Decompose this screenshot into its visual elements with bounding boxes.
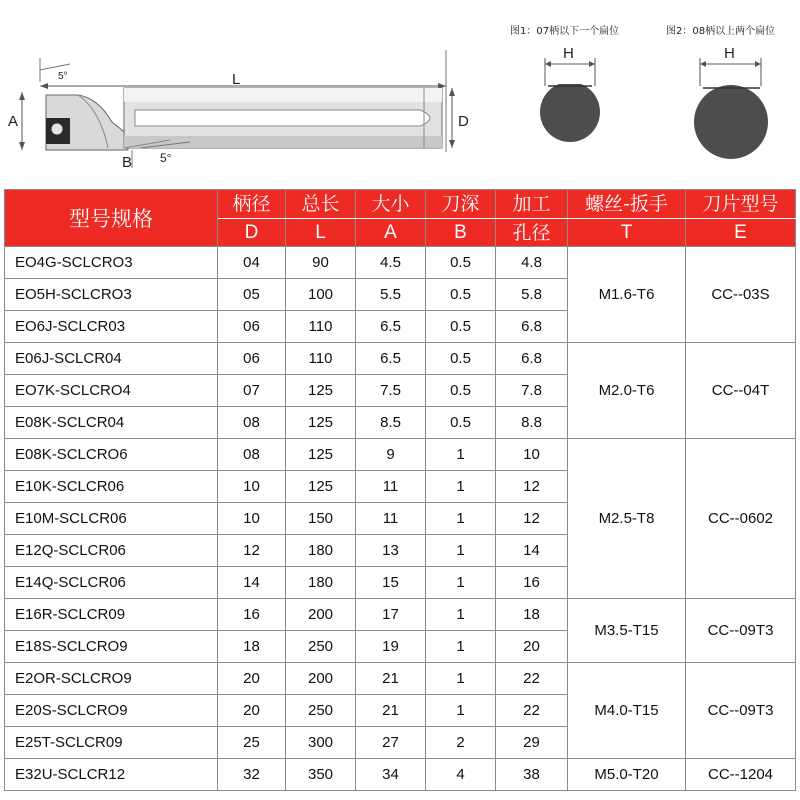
cell-A: 11 <box>356 503 426 535</box>
label-angle-top: 5° <box>58 71 68 82</box>
cell-D: 14 <box>218 567 286 599</box>
header-machining: 加工 <box>496 190 568 219</box>
cell-model: EO5H-SCLCRO3 <box>5 279 218 311</box>
cell-L: 110 <box>286 311 356 343</box>
cell-L: 150 <box>286 503 356 535</box>
label-L: L <box>232 71 241 88</box>
cell-L: 125 <box>286 471 356 503</box>
cell-hole: 12 <box>496 503 568 535</box>
cell-A: 15 <box>356 567 426 599</box>
header-code-A: A <box>356 219 426 247</box>
cell-D: 16 <box>218 599 286 631</box>
cell-B: 1 <box>426 695 496 727</box>
cell-L: 250 <box>286 695 356 727</box>
cell-D: 08 <box>218 439 286 471</box>
cell-A: 34 <box>356 759 426 791</box>
cell-A: 7.5 <box>356 375 426 407</box>
label-D: D <box>458 113 469 130</box>
figure1-caption: 图1：07柄以下一个扁位 <box>510 26 620 37</box>
cell-model: E18S-SCLCRO9 <box>5 631 218 663</box>
cell-hole: 4.8 <box>496 247 568 279</box>
cell-hole: 7.8 <box>496 375 568 407</box>
cell-B: 4 <box>426 759 496 791</box>
cell-A: 6.5 <box>356 311 426 343</box>
header-screw-wrench: 螺丝-扳手 <box>568 190 686 219</box>
cell-D: 20 <box>218 663 286 695</box>
cell-A: 27 <box>356 727 426 759</box>
cell-D: 06 <box>218 343 286 375</box>
cell-L: 125 <box>286 407 356 439</box>
cell-insert: CC--0602 <box>686 439 796 599</box>
header-size: 大小 <box>356 190 426 219</box>
cell-L: 180 <box>286 567 356 599</box>
cell-hole: 5.8 <box>496 279 568 311</box>
cell-D: 08 <box>218 407 286 439</box>
header-depth: 刀深 <box>426 190 496 219</box>
cell-D: 12 <box>218 535 286 567</box>
cell-model: E2OR-SCLCRO9 <box>5 663 218 695</box>
label-B: B <box>122 154 133 171</box>
two-flat-shank-icon <box>694 85 768 159</box>
one-flat-shank-icon <box>540 82 600 142</box>
label-angle-bottom: 5° <box>160 151 172 165</box>
table-row <box>5 247 796 279</box>
cell-hole: 14 <box>496 535 568 567</box>
table-row <box>5 663 796 695</box>
cell-insert: CC--09T3 <box>686 663 796 759</box>
header-insert-type: 刀片型号 <box>686 190 796 219</box>
cell-hole: 8.8 <box>496 407 568 439</box>
cell-B: 0.5 <box>426 247 496 279</box>
cell-A: 19 <box>356 631 426 663</box>
figure2-caption: 图2：08柄以上两个扁位 <box>666 26 776 37</box>
cell-D: 20 <box>218 695 286 727</box>
cell-B: 1 <box>426 535 496 567</box>
header-code-hole: 孔径 <box>496 219 568 247</box>
cell-L: 250 <box>286 631 356 663</box>
cell-screw: M1.6-T6 <box>568 247 686 343</box>
cell-screw: M4.0-T15 <box>568 663 686 759</box>
cell-B: 1 <box>426 663 496 695</box>
label-A: A <box>8 113 19 130</box>
cell-screw: M5.0-T20 <box>568 759 686 791</box>
cell-L: 300 <box>286 727 356 759</box>
cell-D: 07 <box>218 375 286 407</box>
cell-model: E25T-SCLCR09 <box>5 727 218 759</box>
cell-L: 125 <box>286 439 356 471</box>
cell-D: 10 <box>218 503 286 535</box>
cell-model: E10K-SCLCR06 <box>5 471 218 503</box>
header-code-T: T <box>568 219 686 247</box>
header-code-D: D <box>218 219 286 247</box>
cell-model: EO6J-SCLCR03 <box>5 311 218 343</box>
cell-D: 05 <box>218 279 286 311</box>
cell-D: 06 <box>218 311 286 343</box>
cell-model: E08K-SCLCR04 <box>5 407 218 439</box>
cell-hole: 22 <box>496 663 568 695</box>
cell-D: 32 <box>218 759 286 791</box>
cell-hole: 16 <box>496 567 568 599</box>
cell-A: 21 <box>356 663 426 695</box>
header-code-L: L <box>286 219 356 247</box>
cell-A: 4.5 <box>356 247 426 279</box>
cell-hole: 18 <box>496 599 568 631</box>
cell-L: 350 <box>286 759 356 791</box>
cell-hole: 20 <box>496 631 568 663</box>
cell-model: EO7K-SCLCRO4 <box>5 375 218 407</box>
table-row <box>5 759 796 791</box>
header-code-B: B <box>426 219 496 247</box>
cell-hole: 10 <box>496 439 568 471</box>
cell-B: 1 <box>426 631 496 663</box>
cell-model: E16R-SCLCR09 <box>5 599 218 631</box>
cell-hole: 6.8 <box>496 343 568 375</box>
cell-A: 6.5 <box>356 343 426 375</box>
cell-hole: 38 <box>496 759 568 791</box>
cell-A: 21 <box>356 695 426 727</box>
cell-model: E08K-SCLCRO6 <box>5 439 218 471</box>
cell-screw: M2.0-T6 <box>568 343 686 439</box>
cell-A: 9 <box>356 439 426 471</box>
spec-table <box>4 189 796 791</box>
cell-L: 200 <box>286 599 356 631</box>
cell-B: 0.5 <box>426 375 496 407</box>
cell-B: 1 <box>426 503 496 535</box>
cell-L: 90 <box>286 247 356 279</box>
cell-D: 04 <box>218 247 286 279</box>
cell-L: 200 <box>286 663 356 695</box>
header-code-E: E <box>686 219 796 247</box>
cell-model: E14Q-SCLCR06 <box>5 567 218 599</box>
cell-B: 0.5 <box>426 407 496 439</box>
cell-hole: 29 <box>496 727 568 759</box>
cell-B: 1 <box>426 567 496 599</box>
table-row <box>5 343 796 375</box>
table-row <box>5 439 796 471</box>
header-total-length: 总长 <box>286 190 356 219</box>
cell-A: 5.5 <box>356 279 426 311</box>
cell-hole: 22 <box>496 695 568 727</box>
cell-L: 125 <box>286 375 356 407</box>
cell-A: 13 <box>356 535 426 567</box>
cell-B: 0.5 <box>426 311 496 343</box>
cell-B: 0.5 <box>426 279 496 311</box>
cell-model: E32U-SCLCR12 <box>5 759 218 791</box>
cell-insert: CC--03S <box>686 247 796 343</box>
cell-screw: M3.5-T15 <box>568 599 686 663</box>
label-H-fig1: H <box>563 45 574 62</box>
tool-drawing-area <box>0 0 800 188</box>
cell-model: E10M-SCLCR06 <box>5 503 218 535</box>
cell-B: 2 <box>426 727 496 759</box>
cell-A: 11 <box>356 471 426 503</box>
cell-L: 110 <box>286 343 356 375</box>
cell-hole: 6.8 <box>496 311 568 343</box>
header-shank-dia: 柄径 <box>218 190 286 219</box>
header-model: 型号规格 <box>5 190 218 247</box>
cell-D: 18 <box>218 631 286 663</box>
cell-L: 100 <box>286 279 356 311</box>
cell-B: 0.5 <box>426 343 496 375</box>
cell-model: EO4G-SCLCRO3 <box>5 247 218 279</box>
cell-B: 1 <box>426 471 496 503</box>
cell-D: 25 <box>218 727 286 759</box>
cell-hole: 12 <box>496 471 568 503</box>
cell-model: E20S-SCLCRO9 <box>5 695 218 727</box>
cell-A: 17 <box>356 599 426 631</box>
table-row <box>5 599 796 631</box>
cell-insert: CC--09T3 <box>686 599 796 663</box>
cell-insert: CC--04T <box>686 343 796 439</box>
cell-D: 10 <box>218 471 286 503</box>
cell-L: 180 <box>286 535 356 567</box>
cell-B: 1 <box>426 599 496 631</box>
cell-model: E06J-SCLCR04 <box>5 343 218 375</box>
cell-screw: M2.5-T8 <box>568 439 686 599</box>
cell-B: 1 <box>426 439 496 471</box>
cell-A: 8.5 <box>356 407 426 439</box>
cell-insert: CC--1204 <box>686 759 796 791</box>
label-H-fig2: H <box>724 45 735 62</box>
cell-model: E12Q-SCLCR06 <box>5 535 218 567</box>
